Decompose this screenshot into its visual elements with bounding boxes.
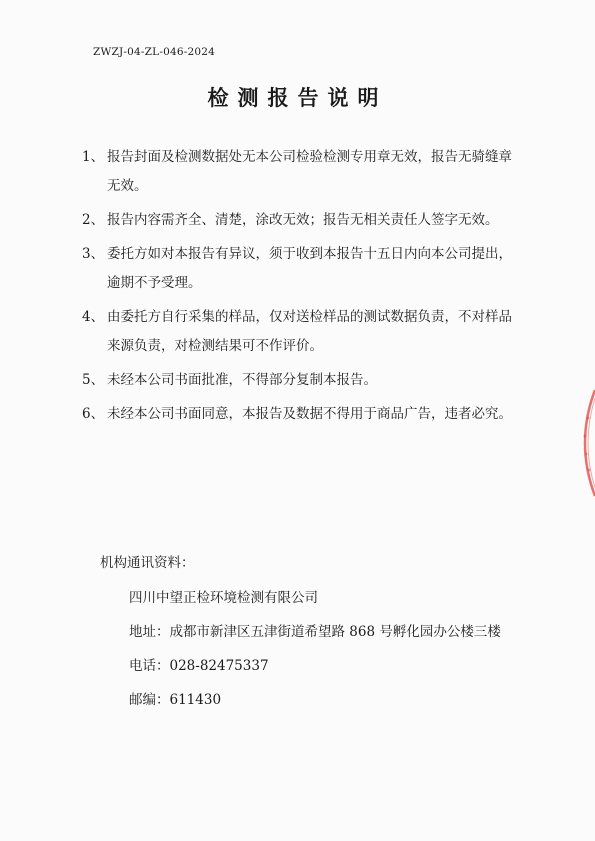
note-number: 1、 (82, 149, 105, 165)
seal-stamp-edge (573, 388, 595, 498)
note-item-5 (82, 366, 522, 395)
note-item-4 (82, 303, 522, 361)
note-item-3 (82, 240, 522, 298)
note-number: 4、 (82, 309, 105, 325)
notes-list (82, 143, 522, 434)
company-name: 四川中望正检环境检测有限公司 (129, 590, 318, 606)
company-address: 地址：成都市新津区五津街道希望路 868 号孵化园办公楼三楼 (129, 624, 501, 640)
company-postcode: 邮编：611430 (129, 692, 222, 708)
note-text: 由委托方自行采集的样品，仅对送检样品的测试数据负责，不对样品来源负责，对检测结果可不作评价。 (107, 309, 512, 354)
note-number: 2、 (82, 212, 105, 228)
contact-heading: 机构通讯资料： (100, 555, 195, 571)
note-number: 3、 (82, 246, 105, 262)
note-text: 未经本公司书面批准，不得部分复制本报告。 (107, 372, 377, 388)
note-text: 报告内容需齐全、清楚，涂改无效；报告无相关责任人签字无效。 (107, 212, 499, 228)
note-text: 报告封面及检测数据处无本公司检验检测专用章无效，报告无骑缝章无效。 (107, 149, 512, 194)
note-item-6 (82, 400, 522, 429)
page-title: 检测报告说明 (207, 86, 388, 110)
note-text: 委托方如对本报告有异议，须于收到本报告十五日内向本公司提出，逾期不予受理。 (107, 246, 512, 291)
document-code: ZWZJ-04-ZL-046-2024 (93, 46, 215, 58)
note-number: 5、 (82, 372, 105, 388)
note-number: 6、 (82, 406, 105, 422)
note-item-2 (82, 206, 522, 235)
note-text: 未经本公司书面同意，本报告及数据不得用于商品广告，违者必究。 (107, 406, 512, 422)
contact-info (100, 553, 501, 724)
company-phone: 电话：028-82475337 (129, 658, 269, 674)
note-item-1 (82, 143, 522, 201)
